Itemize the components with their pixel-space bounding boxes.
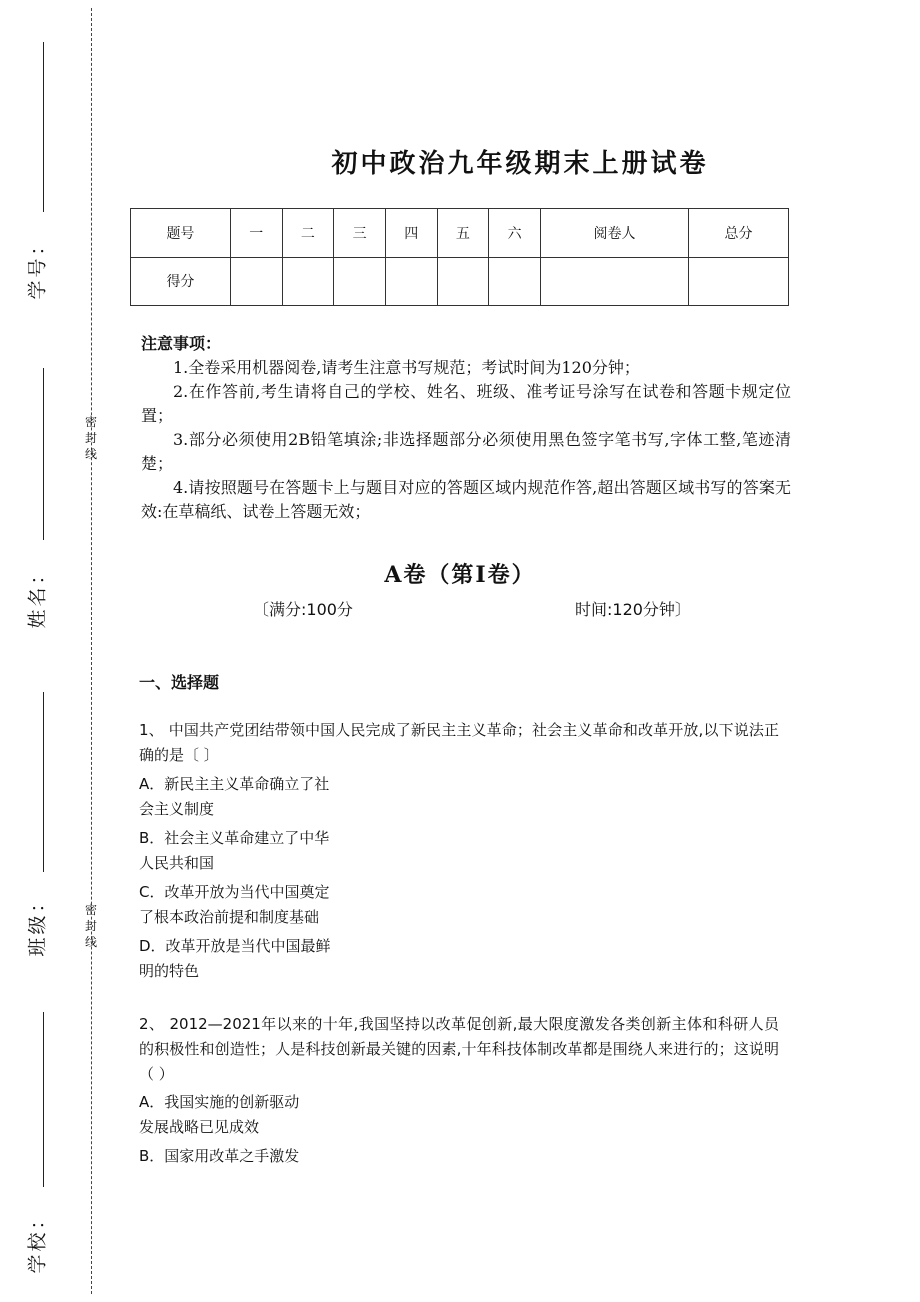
score-header-cell: 三 (334, 209, 386, 258)
full-score: 〔满分:100分 (253, 600, 353, 619)
option-text: 人民共和国 (139, 854, 215, 872)
notice-heading: 注意事项： (141, 334, 222, 353)
score-header-cell: 总分 (689, 209, 789, 258)
question-stem: 1、 中国共产党团结带领中国人民完成了新民主主义革命；社会主义革命和改革开放,以下说法正确的是〔 〕 (139, 721, 779, 764)
score-header-cell: 六 (489, 209, 541, 258)
score-header-cell: 四 (385, 209, 437, 258)
question-1-option-d[interactable] (139, 934, 339, 984)
score-header-cell: 二 (282, 209, 334, 258)
exam-time: 时间:120分钟〕 (575, 600, 691, 619)
option-text: B．国家用改革之手激发 (139, 1147, 300, 1165)
question-1-option-b[interactable] (139, 826, 339, 876)
score-cell[interactable] (282, 257, 334, 306)
question-1-option-c[interactable] (139, 880, 339, 930)
option-text: 发展战略已见成效 (139, 1118, 260, 1136)
school-label: 学校： (26, 1206, 49, 1274)
score-cell[interactable] (334, 257, 386, 306)
score-cell[interactable] (540, 257, 688, 306)
score-table-header-row (131, 209, 789, 258)
question-2-option-b[interactable] (139, 1144, 339, 1169)
score-header-cell: 一 (230, 209, 282, 258)
seal-text-upper: 密 封 线 (84, 415, 97, 461)
score-row-label: 得分 (131, 257, 231, 306)
school-blank[interactable] (43, 1012, 44, 1187)
exam-title: 初中政治九年级期末上册试卷 (331, 149, 709, 179)
section-title: 一、选择题 (139, 673, 220, 692)
notice-block (141, 332, 791, 524)
notice-item: 2.在作答前,考生请将自己的学校、姓名、班级、准考证号涂写在试卷和答题卡规定位置； (141, 382, 791, 425)
score-header-cell: 题号 (131, 209, 231, 258)
notice-item: 4.请按照题号在答题卡上与题目对应的答题区域内规范作答,超出答题区域书写的答案无效:在草稿纸、试卷上答题无效； (141, 478, 791, 521)
score-table-score-row (131, 257, 789, 306)
question-stem: 2、 2012—2021年以来的十年,我国坚持以改革促创新,最大限度激发各类创新主体和科研人员的积极性和创造性；人是科技创新最关键的因素,十年科技体制改革都是围绕人来进行的；这说明（ ） (139, 1015, 779, 1083)
class-blank[interactable] (43, 692, 44, 872)
name-label: 姓名： (26, 561, 49, 629)
question-1 (139, 718, 779, 768)
option-text: A．我国实施的创新驱动 (139, 1093, 300, 1111)
class-label: 班级： (26, 889, 49, 957)
option-text: B．社会主义革命建立了中华 (139, 829, 330, 847)
option-text: D．改革开放是当代中国最鲜 (139, 937, 331, 955)
score-header-cell: 阅卷人 (540, 209, 688, 258)
notice-item: 1.全卷采用机器阅卷,请考生注意书写规范；考试时间为120分钟； (173, 358, 640, 377)
score-cell[interactable] (230, 257, 282, 306)
question-2-option-a[interactable] (139, 1090, 339, 1140)
option-text: 会主义制度 (139, 800, 215, 818)
question-1-option-a[interactable] (139, 772, 339, 822)
student-id-label: 学号： (26, 232, 49, 300)
score-cell[interactable] (489, 257, 541, 306)
option-text: 了根本政治前提和制度基础 (139, 908, 320, 926)
student-id-blank[interactable] (43, 42, 44, 212)
score-cell[interactable] (385, 257, 437, 306)
score-cell[interactable] (689, 257, 789, 306)
option-text: 明的特色 (139, 962, 200, 980)
option-text: A．新民主主义革命确立了社 (139, 775, 330, 793)
seal-dashed-line (91, 8, 92, 1294)
notice-item: 3.部分必须使用2B铅笔填涂;非选择题部分必须使用黑色签字笔书写,字体工整,笔迹清楚； (141, 430, 791, 473)
question-2 (139, 1012, 779, 1087)
option-text: C．改革开放为当代中国奠定 (139, 883, 330, 901)
seal-text-lower: 密 封 线 (84, 903, 97, 949)
volume-title: A卷（第Ⅰ卷） (384, 562, 536, 588)
score-cell[interactable] (437, 257, 489, 306)
score-header-cell: 五 (437, 209, 489, 258)
score-table (130, 208, 789, 306)
name-blank[interactable] (43, 368, 44, 540)
